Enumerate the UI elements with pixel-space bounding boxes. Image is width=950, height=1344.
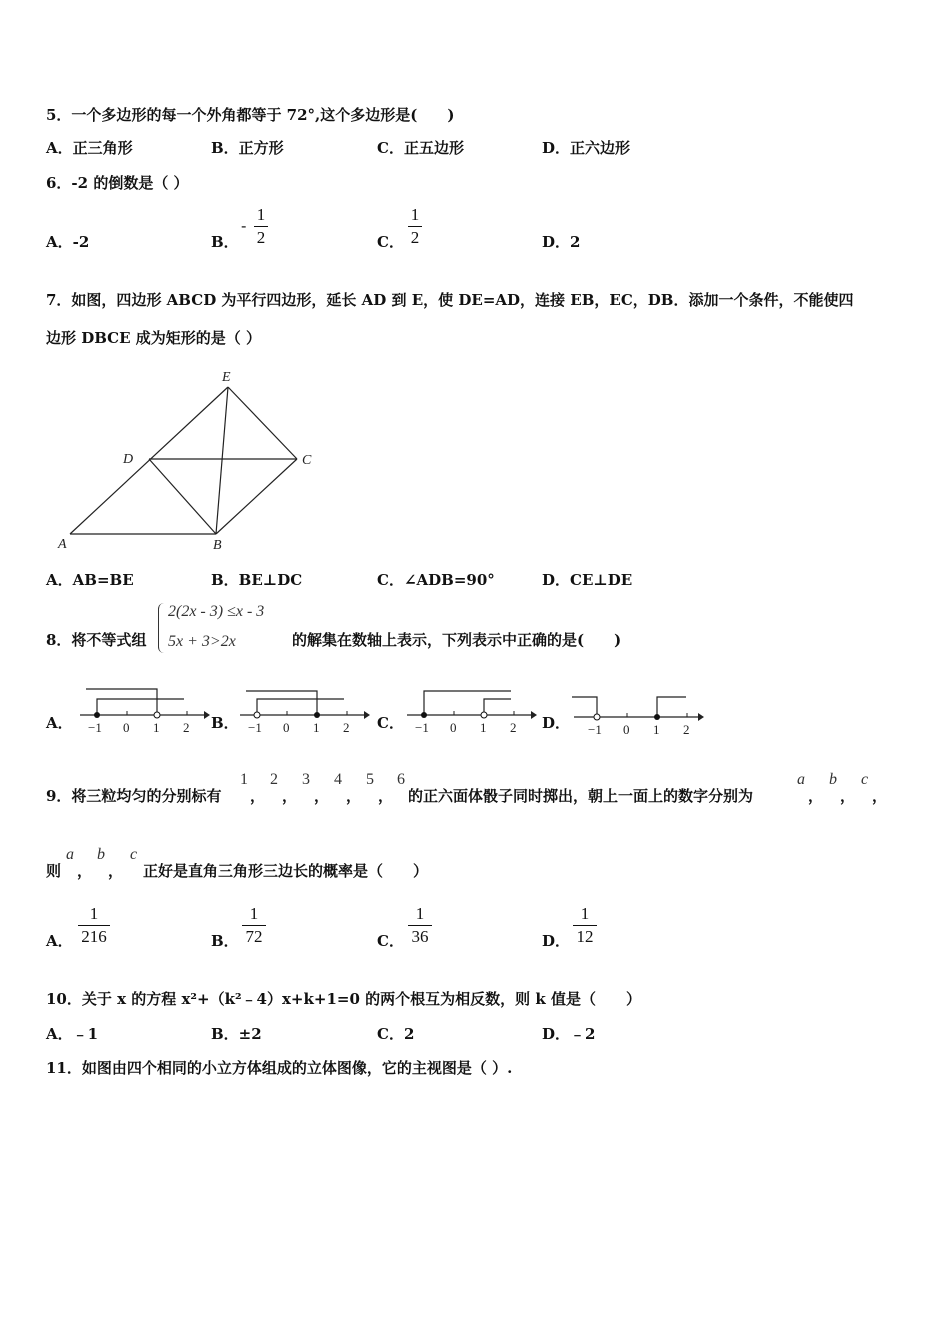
q8-number-line-d	[570, 683, 710, 738]
segment-db	[149, 459, 216, 534]
q11-stem: 11．如图由四个相同的小立方体组成的立体图像，它的主视图是（ ）.	[46, 1059, 513, 1077]
fraction-numerator: 1	[410, 205, 420, 224]
q9-mid: 的正六面体骰子同时掷出，朝上一面上的数字分别为	[408, 787, 754, 805]
q7-option-b: B．BE⊥DC	[211, 571, 303, 589]
fraction-bar	[408, 226, 422, 227]
tick-label: 0	[283, 720, 290, 735]
q9-prefix: 9．将三粒均匀的分别标有	[46, 787, 222, 805]
segment-ec	[228, 387, 297, 459]
q6-stem: 6．-2 的倒数是（ ）	[46, 174, 189, 192]
q9-face-6: 6	[397, 771, 405, 788]
tick-label: 2	[683, 722, 690, 737]
q9-line2-prefix: 则	[46, 862, 62, 880]
q10-option-c: C．2	[377, 1025, 415, 1043]
q9-var-b: b	[97, 846, 105, 863]
label-e: E	[222, 370, 231, 385]
q5-option-a: A．正三角形	[46, 139, 133, 157]
q7-option-a: A．AB=BE	[46, 571, 134, 589]
q9-sep: ，	[346, 787, 362, 805]
label-c: C	[302, 453, 312, 468]
q9-option-d-fraction	[573, 904, 597, 947]
q6-option-c-fraction	[408, 205, 422, 248]
tick-label: 0	[623, 722, 630, 737]
q8-number-line-a	[76, 683, 211, 738]
q9-line2-suffix: 正好是直角三角形三边长的概率是（ ）	[143, 862, 429, 880]
q9-option-b-label: B．	[211, 932, 239, 950]
q9-sep: ，	[872, 787, 888, 805]
tick-label: 1	[153, 720, 160, 735]
fraction-numerator: 1	[580, 904, 590, 923]
q9-face-3: 3	[302, 771, 310, 788]
q9-sep: ，	[808, 787, 824, 805]
q5-option-d: D．正六边形	[542, 139, 631, 157]
q10-option-a: A．﹣1	[46, 1025, 99, 1043]
q8-option-a-label: A．	[46, 714, 73, 732]
fraction-denominator: 216	[81, 927, 107, 946]
fraction-denominator: 36	[411, 927, 429, 946]
q9-sep: ，	[282, 787, 298, 805]
tick-label: 2	[343, 720, 350, 735]
q8-suffix: 的解集在数轴上表示，下列表示中正确的是( )	[292, 631, 622, 649]
q9-var-c: c	[861, 771, 869, 788]
q6-option-b-fraction	[254, 205, 268, 248]
q7-option-c: C．∠ADB=90°	[377, 571, 495, 589]
q9-face-1: 1	[240, 771, 248, 788]
q5-option-b: B．正方形	[211, 139, 284, 157]
fraction-numerator: 1	[249, 904, 259, 923]
q9-option-b-fraction	[242, 904, 266, 947]
q9-var-a: a	[66, 846, 74, 863]
tick-label: −1	[588, 722, 602, 737]
fraction-denominator: 2	[256, 228, 266, 247]
fraction-denominator: 12	[576, 927, 594, 946]
fraction-numerator: 1	[415, 904, 425, 923]
q7-stem-line1: 7．如图，四边形 ABCD 为平行四边形，延长 AD 到 E，使 DE=AD，连接 EB，EC，DB．添加一个条件，不能使四	[46, 291, 854, 309]
q9-sep: ，	[314, 787, 330, 805]
fraction-bar	[78, 925, 110, 926]
fraction-denominator: 2	[410, 228, 420, 247]
fraction-bar	[254, 226, 268, 227]
q8-option-d-label: D．	[542, 714, 571, 732]
q6-option-d: D．2	[542, 233, 581, 251]
fraction-numerator: 1	[89, 904, 99, 923]
segment-eb	[216, 387, 228, 534]
q9-sep: ，	[77, 862, 93, 880]
q8-inequality-1: 2(2x - 3) ≤x - 3	[168, 603, 265, 620]
fraction-denominator: 72	[245, 927, 263, 946]
tick-label: −1	[88, 720, 102, 735]
tick-label: −1	[248, 720, 262, 735]
q9-var-b: b	[829, 771, 837, 788]
q5-option-c: C．正五边形	[377, 139, 464, 157]
q6-option-b-label: B．	[211, 233, 239, 251]
q7-option-d: D．CE⊥DE	[542, 571, 633, 589]
fraction-bar	[573, 925, 597, 926]
q8-option-c-label: C．	[377, 714, 404, 732]
segment-ae	[70, 387, 228, 534]
q9-face-4: 4	[334, 771, 342, 788]
q8-number-line-b	[236, 683, 371, 738]
tick-label: 0	[123, 720, 130, 735]
q6-option-b-sign: -	[241, 216, 247, 235]
q8-option-b-label: B．	[211, 714, 239, 732]
q7-stem-line2: 边形 DBCE 成为矩形的是（ ）	[46, 329, 262, 347]
q10-option-b: B．±2	[211, 1025, 262, 1043]
q9-option-a-label: A．	[46, 932, 73, 950]
q9-sep: ，	[378, 787, 394, 805]
q10-stem: 10．关于 x 的方程 x²+（k²﹣4）x+k+1=0 的两个根互为相反数，则 k 值是（ ）	[46, 990, 641, 1008]
fraction-bar	[408, 925, 432, 926]
q9-sep: ，	[250, 787, 266, 805]
q7-parallelogram-figure	[50, 362, 330, 557]
q9-face-5: 5	[366, 771, 374, 788]
tick-label: −1	[415, 720, 429, 735]
q9-var-c: c	[130, 846, 138, 863]
tick-label: 1	[653, 722, 660, 737]
q9-face-2: 2	[270, 771, 278, 788]
q8-prefix: 8．将不等式组	[46, 631, 147, 649]
q9-sep: ，	[840, 787, 856, 805]
q8-number-line-c	[403, 683, 538, 738]
label-d: D	[123, 452, 134, 467]
q9-option-c-fraction	[408, 904, 432, 947]
q9-option-d-label: D．	[542, 932, 571, 950]
label-a: A	[58, 537, 67, 552]
q9-sep: ，	[108, 862, 124, 880]
q6-option-c-label: C．	[377, 233, 404, 251]
tick-label: 0	[450, 720, 457, 735]
q9-var-a: a	[797, 771, 805, 788]
label-b: B	[213, 538, 222, 553]
tick-label: 1	[313, 720, 320, 735]
q8-inequality-2: 5x + 3>2x	[168, 633, 236, 650]
tick-label: 1	[480, 720, 487, 735]
tick-label: 2	[183, 720, 190, 735]
segment-bc	[216, 459, 297, 534]
q9-option-a-fraction	[78, 904, 110, 947]
fraction-numerator: 1	[256, 205, 266, 224]
fraction-bar	[242, 925, 266, 926]
q9-option-c-label: C．	[377, 932, 404, 950]
q6-option-a: A．-2	[46, 233, 90, 251]
q10-option-d: D．﹣2	[542, 1025, 596, 1043]
tick-label: 2	[510, 720, 517, 735]
q5-stem: 5．一个多边形的每一个外角都等于 72°,这个多边形是( )	[46, 106, 455, 124]
